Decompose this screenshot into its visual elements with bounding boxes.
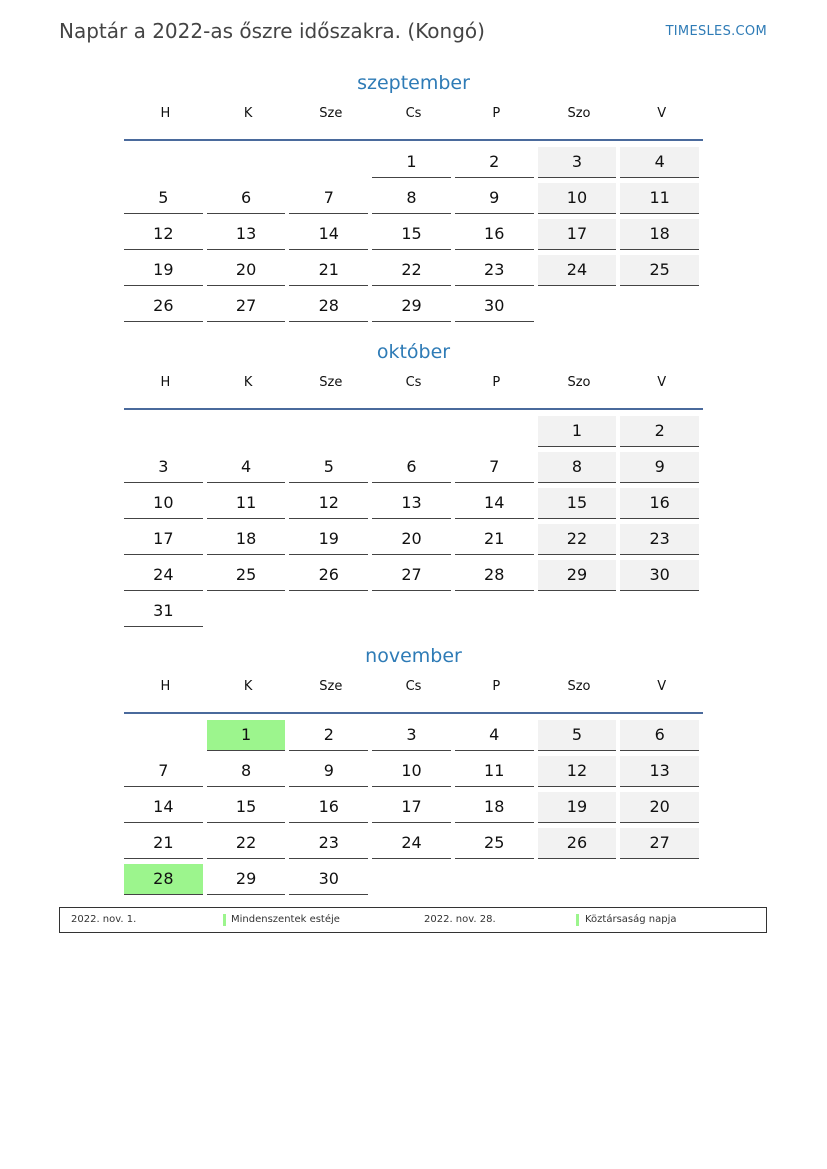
day-cell: 6 bbox=[372, 452, 451, 483]
day-slot bbox=[124, 145, 207, 181]
day-cell: 21 bbox=[455, 524, 534, 555]
day-slot bbox=[372, 217, 455, 253]
weekday-label: H bbox=[160, 106, 171, 121]
day-slot bbox=[289, 558, 372, 594]
day-slot bbox=[538, 145, 621, 181]
month-title: november bbox=[365, 645, 462, 667]
day-slot bbox=[538, 289, 621, 325]
day-slot bbox=[455, 862, 538, 898]
day-slot bbox=[124, 253, 207, 289]
holiday-color-marker bbox=[223, 914, 226, 926]
day-cell: 28 bbox=[455, 560, 534, 591]
day-cell: 18 bbox=[207, 524, 286, 555]
week-row bbox=[124, 558, 703, 594]
day-cell: 23 bbox=[289, 828, 368, 859]
day-cell: 30 bbox=[620, 560, 699, 591]
day-cell: 5 bbox=[289, 452, 368, 483]
day-slot bbox=[455, 414, 538, 450]
day-slot bbox=[207, 289, 290, 325]
month-grid bbox=[124, 718, 703, 898]
day-slot bbox=[455, 790, 538, 826]
day-slot bbox=[372, 450, 455, 486]
day-slot bbox=[207, 217, 290, 253]
weekday-label: Sze bbox=[319, 375, 343, 390]
week-row bbox=[124, 862, 703, 898]
page-title: Naptár a 2022-as őszre időszakra. (Kongó) bbox=[59, 19, 485, 43]
day-slot bbox=[289, 594, 372, 630]
day-cell: 11 bbox=[455, 756, 534, 787]
holiday-legend bbox=[59, 907, 767, 933]
day-slot bbox=[372, 253, 455, 289]
day-slot bbox=[372, 826, 455, 862]
day-cell: 2 bbox=[620, 416, 699, 447]
day-slot bbox=[124, 862, 207, 898]
day-slot bbox=[455, 558, 538, 594]
day-slot bbox=[455, 289, 538, 325]
day-cell: 25 bbox=[455, 828, 534, 859]
day-slot bbox=[124, 450, 207, 486]
weekday-label: P bbox=[492, 106, 501, 121]
day-cell: 21 bbox=[124, 828, 203, 859]
day-slot bbox=[372, 862, 455, 898]
day-cell: 14 bbox=[289, 219, 368, 250]
day-cell: 13 bbox=[207, 219, 286, 250]
day-slot bbox=[372, 181, 455, 217]
day-cell: 13 bbox=[620, 756, 699, 787]
day-slot bbox=[124, 558, 207, 594]
day-slot bbox=[538, 718, 621, 754]
day-cell: 19 bbox=[289, 524, 368, 555]
week-row bbox=[124, 450, 703, 486]
holiday-day-cell: 28 bbox=[124, 864, 203, 895]
day-slot bbox=[620, 486, 703, 522]
day-cell: 17 bbox=[372, 792, 451, 823]
day-slot bbox=[207, 594, 290, 630]
day-cell: 19 bbox=[538, 792, 617, 823]
day-cell: 29 bbox=[372, 291, 451, 322]
legend-date: 2022. nov. 28. bbox=[424, 914, 496, 925]
day-slot bbox=[289, 862, 372, 898]
day-slot bbox=[372, 754, 455, 790]
day-slot bbox=[372, 414, 455, 450]
weekday-header bbox=[124, 104, 703, 141]
day-cell: 15 bbox=[207, 792, 286, 823]
day-cell: 3 bbox=[372, 720, 451, 751]
day-cell: 19 bbox=[124, 255, 203, 286]
day-cell: 12 bbox=[124, 219, 203, 250]
week-row bbox=[124, 181, 703, 217]
day-cell: 26 bbox=[124, 291, 203, 322]
day-slot bbox=[289, 217, 372, 253]
weekday-label: Szo bbox=[567, 106, 591, 121]
day-cell: 12 bbox=[289, 488, 368, 519]
day-slot bbox=[538, 414, 621, 450]
day-slot bbox=[538, 450, 621, 486]
day-slot bbox=[289, 486, 372, 522]
day-slot bbox=[455, 217, 538, 253]
weekday-label: V bbox=[657, 679, 667, 694]
day-slot bbox=[538, 594, 621, 630]
day-slot bbox=[289, 450, 372, 486]
day-slot bbox=[620, 826, 703, 862]
day-slot bbox=[538, 522, 621, 558]
day-cell: 31 bbox=[124, 596, 203, 627]
holiday-day-cell: 1 bbox=[207, 720, 286, 751]
day-slot bbox=[620, 790, 703, 826]
day-cell: 25 bbox=[620, 255, 699, 286]
day-cell: 5 bbox=[538, 720, 617, 751]
day-cell: 3 bbox=[124, 452, 203, 483]
day-slot bbox=[207, 754, 290, 790]
day-slot bbox=[620, 594, 703, 630]
day-slot bbox=[289, 181, 372, 217]
day-slot bbox=[538, 790, 621, 826]
day-cell: 14 bbox=[455, 488, 534, 519]
weekday-label: Sze bbox=[319, 106, 343, 121]
day-slot bbox=[620, 450, 703, 486]
day-cell: 22 bbox=[207, 828, 286, 859]
day-cell: 10 bbox=[372, 756, 451, 787]
day-slot bbox=[455, 450, 538, 486]
week-row bbox=[124, 414, 703, 450]
day-cell: 1 bbox=[372, 147, 451, 178]
day-cell: 2 bbox=[289, 720, 368, 751]
day-slot bbox=[455, 754, 538, 790]
day-slot bbox=[124, 790, 207, 826]
day-slot bbox=[620, 862, 703, 898]
day-cell: 16 bbox=[455, 219, 534, 250]
day-cell: 7 bbox=[455, 452, 534, 483]
day-cell: 9 bbox=[620, 452, 699, 483]
day-slot bbox=[620, 217, 703, 253]
weekday-label: Szo bbox=[567, 679, 591, 694]
week-row bbox=[124, 522, 703, 558]
day-slot bbox=[620, 289, 703, 325]
day-cell: 27 bbox=[372, 560, 451, 591]
week-row bbox=[124, 145, 703, 181]
day-cell: 30 bbox=[455, 291, 534, 322]
month-november bbox=[124, 643, 703, 898]
day-slot bbox=[372, 145, 455, 181]
day-cell: 7 bbox=[289, 183, 368, 214]
day-cell: 14 bbox=[124, 792, 203, 823]
day-slot bbox=[124, 754, 207, 790]
day-cell: 20 bbox=[372, 524, 451, 555]
day-slot bbox=[455, 253, 538, 289]
day-slot bbox=[372, 486, 455, 522]
day-slot bbox=[207, 253, 290, 289]
day-cell: 24 bbox=[124, 560, 203, 591]
day-cell: 23 bbox=[455, 255, 534, 286]
day-cell: 8 bbox=[538, 452, 617, 483]
day-cell: 16 bbox=[289, 792, 368, 823]
day-cell: 3 bbox=[538, 147, 617, 178]
legend-date: 2022. nov. 1. bbox=[71, 914, 137, 925]
day-slot bbox=[455, 826, 538, 862]
day-cell: 21 bbox=[289, 255, 368, 286]
legend-holiday-name: Köztársaság napja bbox=[585, 914, 677, 925]
month-grid bbox=[124, 145, 703, 325]
day-slot bbox=[207, 718, 290, 754]
day-slot bbox=[620, 253, 703, 289]
month-title: szeptember bbox=[357, 72, 470, 94]
day-slot bbox=[124, 181, 207, 217]
day-slot bbox=[124, 826, 207, 862]
day-slot bbox=[207, 450, 290, 486]
day-cell: 27 bbox=[207, 291, 286, 322]
day-cell: 26 bbox=[538, 828, 617, 859]
month-september bbox=[124, 70, 703, 325]
day-cell: 29 bbox=[538, 560, 617, 591]
day-slot bbox=[620, 145, 703, 181]
weekday-label: Cs bbox=[405, 375, 422, 390]
day-cell: 20 bbox=[620, 792, 699, 823]
day-cell: 1 bbox=[538, 416, 617, 447]
day-cell: 22 bbox=[372, 255, 451, 286]
weekday-label: K bbox=[243, 375, 253, 390]
week-row bbox=[124, 253, 703, 289]
day-cell: 28 bbox=[289, 291, 368, 322]
day-slot bbox=[372, 790, 455, 826]
day-slot bbox=[372, 594, 455, 630]
weekday-label: V bbox=[657, 106, 667, 121]
day-slot bbox=[289, 522, 372, 558]
day-slot bbox=[289, 414, 372, 450]
day-slot bbox=[289, 145, 372, 181]
day-cell: 17 bbox=[124, 524, 203, 555]
week-row bbox=[124, 718, 703, 754]
day-slot bbox=[289, 826, 372, 862]
day-slot bbox=[538, 181, 621, 217]
month-title: október bbox=[376, 341, 451, 363]
day-cell: 5 bbox=[124, 183, 203, 214]
day-slot bbox=[207, 414, 290, 450]
week-row bbox=[124, 217, 703, 253]
day-cell: 10 bbox=[124, 488, 203, 519]
day-slot bbox=[620, 414, 703, 450]
day-slot bbox=[289, 289, 372, 325]
month-october bbox=[124, 339, 703, 630]
day-cell: 16 bbox=[620, 488, 699, 519]
day-slot bbox=[207, 790, 290, 826]
day-slot bbox=[538, 253, 621, 289]
day-slot bbox=[124, 594, 207, 630]
day-slot bbox=[538, 754, 621, 790]
week-row bbox=[124, 594, 703, 630]
day-slot bbox=[455, 718, 538, 754]
holiday-color-marker bbox=[576, 914, 579, 926]
day-cell: 4 bbox=[207, 452, 286, 483]
day-cell: 13 bbox=[372, 488, 451, 519]
day-slot bbox=[207, 181, 290, 217]
day-cell: 22 bbox=[538, 524, 617, 555]
day-cell: 18 bbox=[620, 219, 699, 250]
day-slot bbox=[289, 754, 372, 790]
week-row bbox=[124, 289, 703, 325]
day-slot bbox=[124, 486, 207, 522]
weekday-label: Szo bbox=[567, 375, 591, 390]
day-cell: 23 bbox=[620, 524, 699, 555]
day-cell: 30 bbox=[289, 864, 368, 895]
weekday-header bbox=[124, 677, 703, 714]
day-slot bbox=[124, 718, 207, 754]
day-slot bbox=[455, 145, 538, 181]
day-slot bbox=[455, 181, 538, 217]
month-grid bbox=[124, 414, 703, 630]
day-slot bbox=[207, 486, 290, 522]
day-slot bbox=[455, 522, 538, 558]
day-cell: 25 bbox=[207, 560, 286, 591]
day-slot bbox=[372, 718, 455, 754]
day-slot bbox=[538, 558, 621, 594]
weekday-header bbox=[124, 373, 703, 410]
day-cell: 15 bbox=[372, 219, 451, 250]
day-slot bbox=[124, 217, 207, 253]
day-slot bbox=[124, 522, 207, 558]
day-slot bbox=[538, 862, 621, 898]
day-cell: 20 bbox=[207, 255, 286, 286]
day-cell: 9 bbox=[289, 756, 368, 787]
day-slot bbox=[372, 289, 455, 325]
day-slot bbox=[620, 522, 703, 558]
day-cell: 12 bbox=[538, 756, 617, 787]
day-slot bbox=[124, 414, 207, 450]
day-slot bbox=[620, 754, 703, 790]
day-cell: 8 bbox=[372, 183, 451, 214]
day-cell: 29 bbox=[207, 864, 286, 895]
day-slot bbox=[207, 522, 290, 558]
day-cell: 6 bbox=[207, 183, 286, 214]
day-slot bbox=[620, 558, 703, 594]
day-cell: 8 bbox=[207, 756, 286, 787]
day-cell: 7 bbox=[124, 756, 203, 787]
day-cell: 6 bbox=[620, 720, 699, 751]
day-slot bbox=[289, 718, 372, 754]
day-cell: 18 bbox=[455, 792, 534, 823]
weekday-label: P bbox=[492, 375, 501, 390]
day-slot bbox=[372, 522, 455, 558]
week-row bbox=[124, 486, 703, 522]
weekday-label: P bbox=[492, 679, 501, 694]
day-cell: 4 bbox=[620, 147, 699, 178]
day-slot bbox=[289, 790, 372, 826]
day-slot bbox=[620, 718, 703, 754]
weekday-label: H bbox=[160, 679, 171, 694]
weekday-label: K bbox=[243, 106, 253, 121]
day-slot bbox=[124, 289, 207, 325]
weekday-label: Sze bbox=[319, 679, 343, 694]
day-cell: 2 bbox=[455, 147, 534, 178]
day-cell: 27 bbox=[620, 828, 699, 859]
week-row bbox=[124, 754, 703, 790]
day-slot bbox=[620, 181, 703, 217]
day-cell: 10 bbox=[538, 183, 617, 214]
weekday-label: Cs bbox=[405, 106, 422, 121]
day-cell: 15 bbox=[538, 488, 617, 519]
day-slot bbox=[372, 558, 455, 594]
day-cell: 11 bbox=[207, 488, 286, 519]
weekday-label: Cs bbox=[405, 679, 422, 694]
day-cell: 11 bbox=[620, 183, 699, 214]
day-cell: 24 bbox=[372, 828, 451, 859]
brand-link[interactable]: TIMESLES.COM bbox=[665, 24, 767, 39]
day-cell: 9 bbox=[455, 183, 534, 214]
day-cell: 4 bbox=[455, 720, 534, 751]
weekday-label: V bbox=[657, 375, 667, 390]
week-row bbox=[124, 826, 703, 862]
day-cell: 24 bbox=[538, 255, 617, 286]
day-slot bbox=[207, 862, 290, 898]
week-row bbox=[124, 790, 703, 826]
day-slot bbox=[538, 826, 621, 862]
weekday-label: K bbox=[243, 679, 253, 694]
day-slot bbox=[455, 594, 538, 630]
day-cell: 17 bbox=[538, 219, 617, 250]
day-slot bbox=[207, 826, 290, 862]
day-cell: 26 bbox=[289, 560, 368, 591]
day-slot bbox=[207, 145, 290, 181]
day-slot bbox=[538, 486, 621, 522]
day-slot bbox=[207, 558, 290, 594]
legend-holiday-name: Mindenszentek estéje bbox=[231, 914, 340, 925]
day-slot bbox=[289, 253, 372, 289]
weekday-label: H bbox=[160, 375, 171, 390]
day-slot bbox=[455, 486, 538, 522]
day-slot bbox=[538, 217, 621, 253]
